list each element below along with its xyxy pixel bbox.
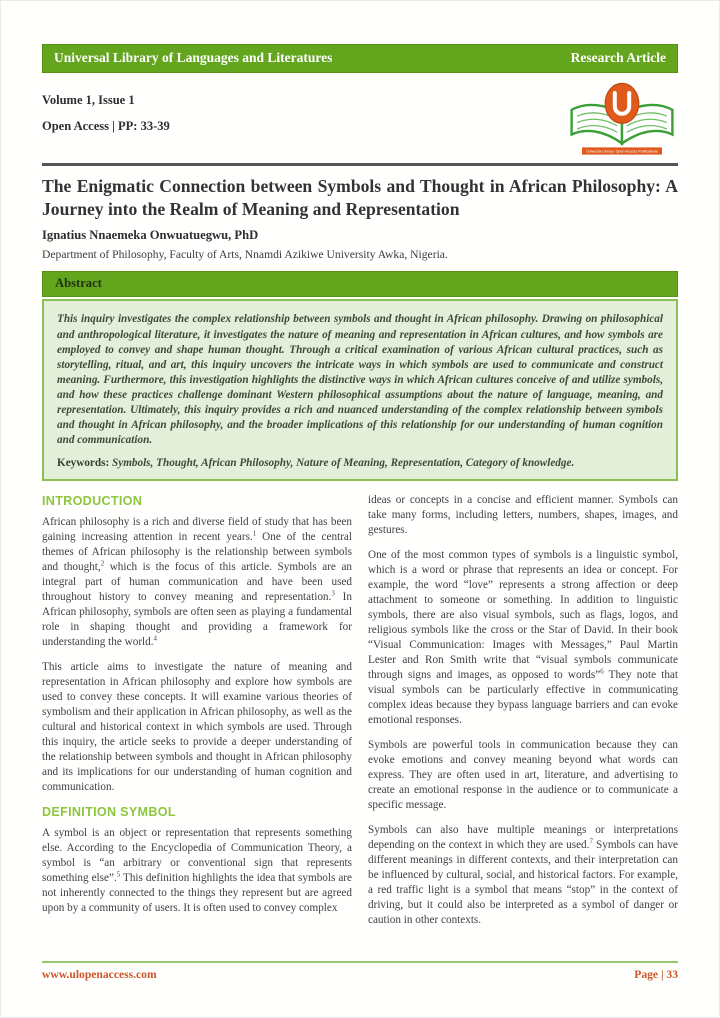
abstract-box	[42, 299, 678, 481]
volume-issue: Volume 1, Issue 1	[42, 93, 135, 107]
publisher-logo-icon	[566, 81, 678, 158]
keywords-label: Keywords:	[57, 457, 110, 470]
header-divider	[42, 163, 678, 166]
footer-page-number: Page | 33	[634, 968, 678, 981]
right-paragraph-3: Symbols are powerful tools in communication because they can evoke emotions and convey meaning beyond what words can express. They are often used in art, literature, and advertising to create an emotional response in the audience or to communicate a specific message.	[368, 739, 678, 812]
journal-header-bar	[42, 44, 678, 73]
right-column	[368, 493, 678, 938]
abstract-heading: Abstract	[42, 271, 678, 297]
journal-name: Universal Library of Languages and Literatures	[54, 50, 333, 65]
author-affiliation: Department of Philosophy, Faculty of Arts, Nnamdi Azikiwe University Awka, Nigeria.	[42, 248, 448, 262]
intro-paragraph-1: African philosophy is a rich and diverse field of study that has been gaining increasing attention in recent years.$^1$ One of the central themes of African philosophy is the relationship between symbols and thought,$^2$ which is the focus of this article. Symbols are an integral part of human communication and have been used throughout history to convey meaning and representation.$^3$ In African philosophy, symbols are often seen as playing a fundamental role in shaping thought and providing a framework for understanding the world.$^4$	[42, 516, 353, 649]
section-heading-definition-symbol: DEFINITION SYMBOL	[42, 805, 176, 820]
logo-banner-text: Universal Library: Open Access Publications	[586, 149, 658, 154]
abstract-text: This inquiry investigates the complex relationship between symbols and thought in African philosophy. Drawing on philosophical and anthropological literature, it investigates the nature of meaning and representation in African cultures, and how symbols are employed to convey and shape human thought. Through a critical examination of various African cultural practices, such as storytelling, ritual, and art, this inquiry uncovers the intricate ways in which symbols are used to communicate and construct meaning. Furthermore, this investigation highlights the distinctive ways in which African cultures conceive of and utilize symbols, and how these practices challenge dominant Western philosophical assumptions about the nature of language, meaning, and representation. Ultimately, this inquiry provides a rich and nuanced understanding of the complex relationship between symbols and thought in African philosophy, and the broader implications of this relationship for our understanding of human cognition and communication.	[57, 313, 663, 447]
issue-meta-row	[42, 89, 678, 161]
article-type-badge: Research Article	[570, 50, 666, 65]
open-access-pages: Open Access | PP: 33-39	[42, 119, 170, 133]
definition-paragraph-1: A symbol is an object or representation that represents something else. According to the Encyclopedia of Communication Theory, a symbol is “an arbitrary or conventional sign that represents something else”.$^5$ This definition highlights the idea that symbols are not inherently connected to the things they represent but are agreed upon by a community of users. It is often used to convey complex	[42, 827, 352, 915]
intro-paragraph-2: This article aims to investigate the nature of meaning and representation in African philosophy and explore how symbols are used to convey these concepts. It will examine various theories of symbolism and their application in African philosophy, as well as the cultural and historical context in which symbols are used. Through this inquiry, the article seeks to provide a deeper understanding of the relationship between symbols and thought in African philosophy and its implications for our understanding of human cognition and communication.	[42, 661, 352, 794]
right-paragraph-1: ideas or concepts in a concise and efficient manner. Symbols can take many forms, including letters, numbers, shapes, images, and gestures.	[368, 494, 678, 537]
author-name: Ignatius Nnaemeka Onwuatuegwu, PhD	[42, 228, 259, 243]
body-columns	[42, 493, 678, 938]
section-heading-introduction: INTRODUCTION	[42, 494, 143, 509]
keywords-line	[57, 457, 663, 469]
page-footer	[42, 961, 678, 981]
keywords-text: Symbols, Thought, African Philosophy, Nature of Meaning, Representation, Category of knowledge.	[109, 457, 575, 470]
issue-meta	[42, 89, 170, 145]
right-paragraph-4: Symbols can also have multiple meanings or interpretations depending on the context in which they are used.$^7$ Symbols can have different meanings in different contexts, and their interpretation can be influenced by cultural, social, and historical factors. For example, a red traffic light is a symbol that means “stop” in the context of driving, but it could also be interpreted as a symbol of danger or caution in other contexts.	[368, 824, 679, 927]
left-column	[42, 493, 352, 938]
right-paragraph-2: One of the most common types of symbols is a linguistic symbol, which is a word or phrase that represents an idea or concept. For example, the word “love” represents a strong affection or deep attachment to someone or something. In addition to linguistic symbols, there are also visual symbols, such as flags, logos, and religious symbols like the cross or the Star of David. In their book “Visual Communication: Images with Messages,” Paul Martin Lester and Ron Smith write that “visual symbols communicate through signs and images, as opposed to words”$^6$ They note that visual symbols can be particularly effective in communicating complex ideas because they bypass language barriers and can evoke emotional responses.	[368, 549, 678, 727]
article-title: The Enigmatic Connection between Symbols and Thought in African Philosophy: A Journey into the Realm of Meaning and Representation	[42, 176, 678, 220]
footer-website: www.ulopenaccess.com	[42, 968, 157, 981]
